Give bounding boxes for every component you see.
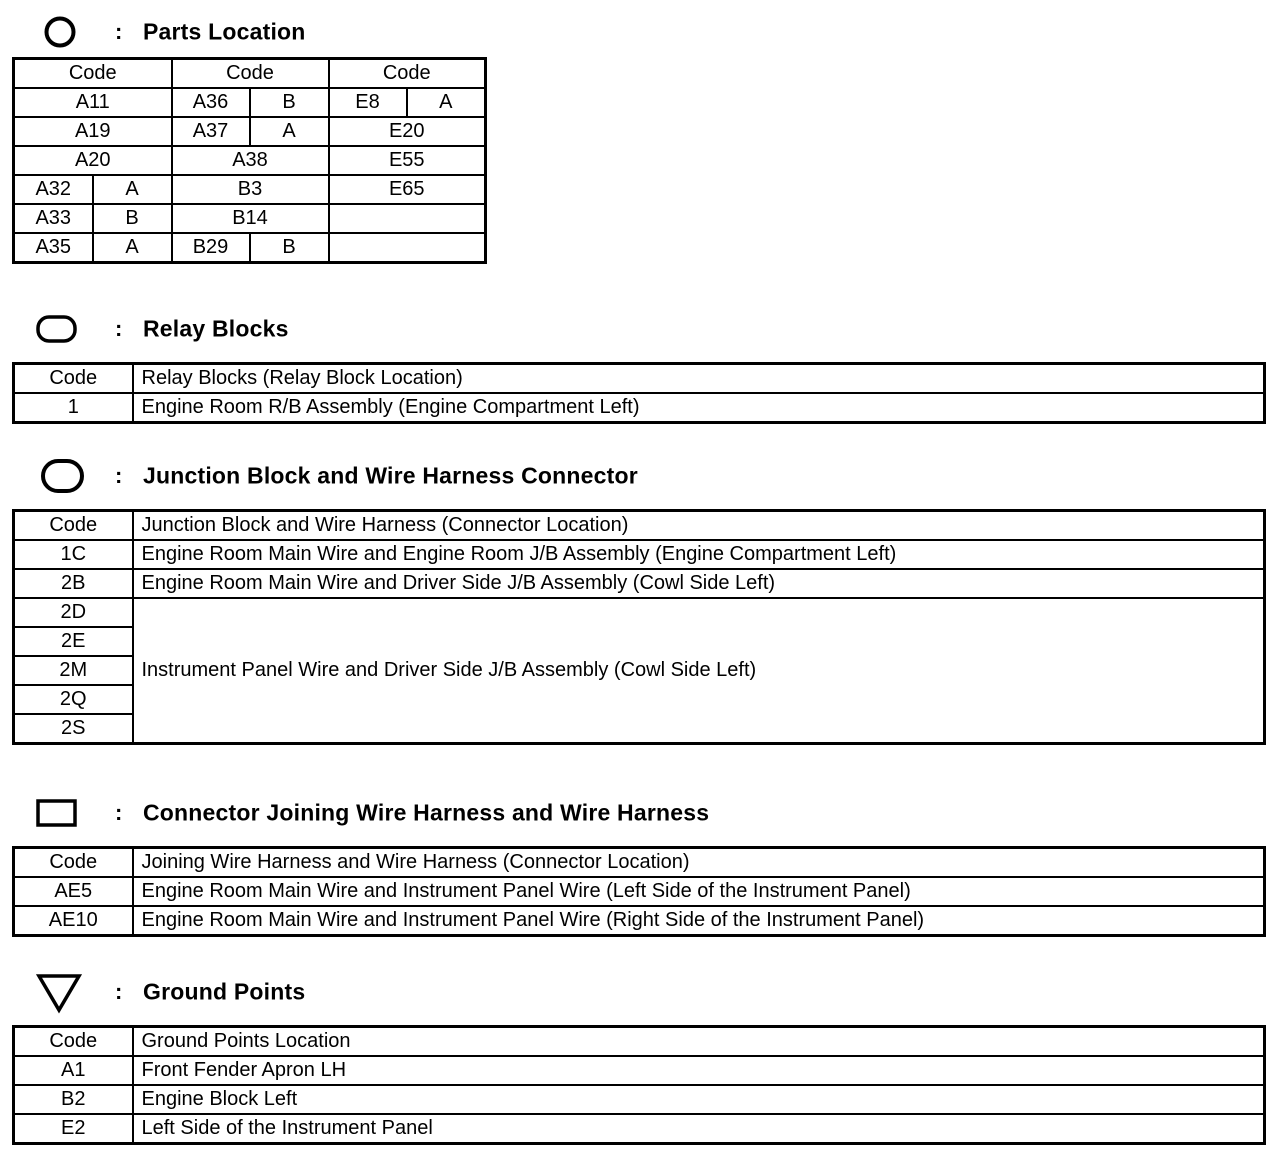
part-location-letter: B — [93, 204, 172, 233]
relay-location: Engine Room R/B Assembly (Engine Compartment Left) — [133, 393, 1265, 423]
table-header-row — [14, 1027, 1265, 1057]
table-row — [14, 540, 1265, 569]
section-title: Ground Points — [143, 978, 306, 1005]
junction-block-table — [12, 509, 1266, 745]
connector-location: Engine Room Main Wire and Instrument Panel Wire (Left Side of the Instrument Panel) — [133, 877, 1265, 906]
section-title: Junction Block and Wire Harness Connector — [143, 462, 638, 489]
junction-code: 2E — [14, 627, 133, 656]
section-title: Relay Blocks — [143, 315, 289, 342]
part-code: A32 — [14, 175, 93, 204]
table-row — [14, 1085, 1265, 1114]
part-code: E55 — [329, 146, 486, 175]
part-location-letter: B — [250, 88, 329, 117]
part-code: B3 — [172, 175, 329, 204]
column-header: Code — [14, 364, 133, 394]
empty-cell — [329, 233, 486, 263]
table-row — [14, 175, 486, 204]
ground-code: A1 — [14, 1056, 133, 1085]
table-header-row — [14, 511, 1265, 541]
relay-blocks-heading — [0, 309, 1280, 349]
connector-joining-heading — [0, 793, 1280, 833]
junction-code: 2D — [14, 598, 133, 627]
column-header: Joining Wire Harness and Wire Harness (Connector Location) — [133, 848, 1265, 878]
connector-joining-table — [12, 846, 1266, 937]
table-row — [14, 88, 486, 117]
column-header: Code — [14, 511, 133, 541]
table-row — [14, 598, 1265, 627]
oval-icon — [40, 457, 86, 495]
part-location-letter: A — [407, 88, 486, 117]
table-row — [14, 233, 486, 263]
table-row — [14, 569, 1265, 598]
part-location-letter: A — [93, 175, 172, 204]
column-header: Junction Block and Wire Harness (Connector Location) — [133, 511, 1265, 541]
part-code: A36 — [172, 88, 250, 117]
part-code: E20 — [329, 117, 486, 146]
connector-code: AE5 — [14, 877, 133, 906]
column-header: Relay Blocks (Relay Block Location) — [133, 364, 1265, 394]
heading-colon: : — [115, 19, 123, 44]
part-code: A20 — [14, 146, 172, 175]
part-code: A37 — [172, 117, 250, 146]
table-row — [14, 146, 486, 175]
part-location-letter: B — [250, 233, 329, 263]
section-title: Connector Joining Wire Harness and Wire Harness — [143, 799, 710, 826]
part-code: A38 — [172, 146, 329, 175]
heading-colon: : — [115, 463, 123, 488]
part-code: A19 — [14, 117, 172, 146]
part-location-letter: A — [250, 117, 329, 146]
part-code: A35 — [14, 233, 93, 263]
table-row — [14, 117, 486, 146]
part-code: E65 — [329, 175, 486, 204]
table-row — [14, 393, 1265, 423]
heading-colon: : — [115, 979, 123, 1004]
table-header-row — [14, 848, 1265, 878]
down-triangle-icon — [35, 972, 83, 1014]
part-code: A11 — [14, 88, 172, 117]
ground-code: E2 — [14, 1114, 133, 1144]
ground-location: Front Fender Apron LH — [133, 1056, 1265, 1085]
table-header-row — [14, 59, 486, 89]
column-header: Code — [14, 848, 133, 878]
column-header: Code — [14, 1027, 133, 1057]
junction-code: 2B — [14, 569, 133, 598]
relay-blocks-table — [12, 362, 1266, 424]
column-header: Code — [329, 59, 486, 89]
junction-code: 2M — [14, 656, 133, 685]
junction-code: 2Q — [14, 685, 133, 714]
part-code: B14 — [172, 204, 329, 233]
ground-location: Left Side of the Instrument Panel — [133, 1114, 1265, 1144]
parts-location-heading — [0, 12, 1280, 52]
column-header: Code — [14, 59, 172, 89]
rectangle-icon — [35, 796, 79, 830]
heading-colon: : — [115, 316, 123, 341]
junction-block-heading — [0, 456, 1280, 496]
parts-location-table — [12, 57, 487, 264]
ground-code: B2 — [14, 1085, 133, 1114]
table-row — [14, 1056, 1265, 1085]
junction-code: 1C — [14, 540, 133, 569]
rounded-rect-icon — [35, 312, 79, 346]
circle-icon — [42, 14, 78, 50]
connector-code: AE10 — [14, 906, 133, 936]
table-header-row — [14, 364, 1265, 394]
column-header: Code — [172, 59, 329, 89]
column-header: Ground Points Location — [133, 1027, 1265, 1057]
junction-code: 2S — [14, 714, 133, 744]
ground-points-heading — [0, 972, 1280, 1012]
junction-location: Engine Room Main Wire and Driver Side J/B Assembly (Cowl Side Left) — [133, 569, 1265, 598]
heading-colon: : — [115, 800, 123, 825]
part-code: A33 — [14, 204, 93, 233]
connector-location: Engine Room Main Wire and Instrument Panel Wire (Right Side of the Instrument Panel) — [133, 906, 1265, 936]
part-location-letter: A — [93, 233, 172, 263]
junction-location: Instrument Panel Wire and Driver Side J/B Assembly (Cowl Side Left) — [133, 598, 1265, 744]
table-row — [14, 1114, 1265, 1144]
relay-code: 1 — [14, 393, 133, 423]
junction-location: Engine Room Main Wire and Engine Room J/B Assembly (Engine Compartment Left) — [133, 540, 1265, 569]
table-row — [14, 877, 1265, 906]
section-title: Parts Location — [143, 18, 306, 45]
part-code: E8 — [329, 88, 407, 117]
empty-cell — [329, 204, 486, 233]
table-row — [14, 204, 486, 233]
table-row — [14, 906, 1265, 936]
part-code: B29 — [172, 233, 250, 263]
ground-points-table — [12, 1025, 1266, 1145]
ground-location: Engine Block Left — [133, 1085, 1265, 1114]
